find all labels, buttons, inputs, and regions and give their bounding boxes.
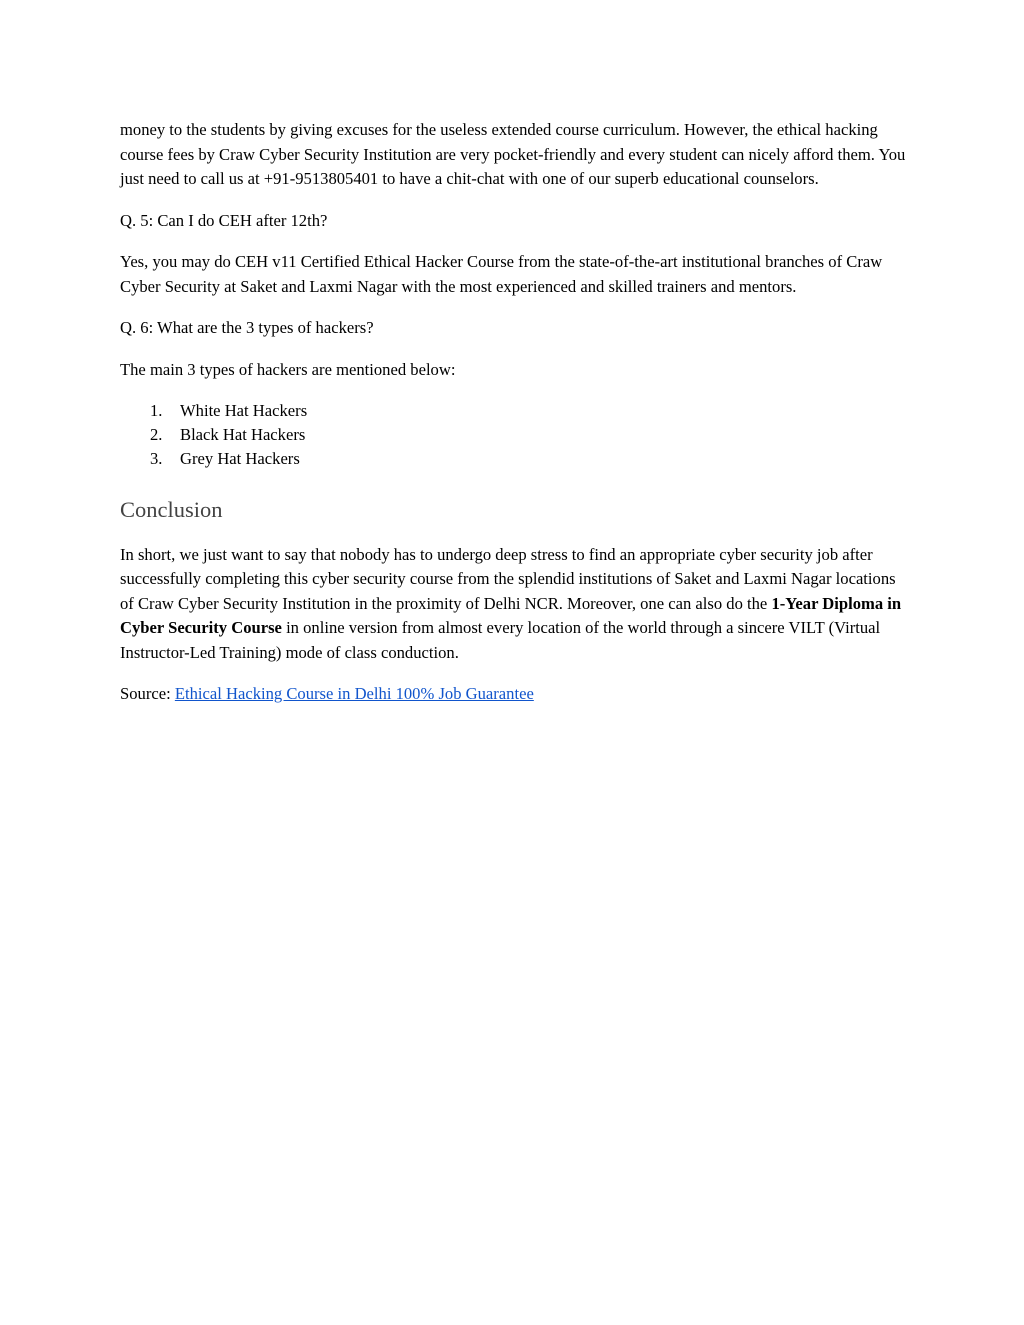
conclusion-paragraph — [120, 543, 910, 666]
list-item-label: Black Hat Hackers — [180, 425, 306, 445]
faq-question-5: Q. 5: Can I do CEH after 12th? — [120, 210, 328, 230]
source-label: Source: — [120, 684, 175, 704]
faq-answer-6: The main 3 types of hackers are mentioned below: — [120, 359, 456, 379]
conclusion-text-after: in online version from almost every location of the world through a sincere VILT (Virtual Instructor-Led Training) mode of class conduction. — [120, 618, 881, 662]
conclusion-text-before: In short, we just want to say that nobody has to undergo deep stress to find an appropriate cyber security job after successfully completing this cyber security course from the splendid institutions of Saket and Laxmi Nagar locations of Craw Cyber Security Institution in the proximity of Delhi NCR. Moreover, one can also do the — [120, 544, 896, 613]
faq-answer-5: Yes, you may do CEH v11 Certified Ethical Hacker Course from the state-of-the-art institutional branches of Craw Cyber Security at Saket and Laxmi Nagar with the most experienced and skilled trainers and mentors. — [120, 252, 883, 296]
conclusion-heading: Conclusion — [120, 496, 223, 522]
list-item-label: White Hat Hackers — [180, 401, 308, 420]
list-item — [120, 423, 910, 447]
intro-paragraph: money to the students by giving excuses for the useless extended course curriculum. However, the ethical hacking course fees by Craw Cyber Security Institution are very pocket-friendly and every student can nicely afford them. You just need to call us at +91-9513805401 to have a chit-chat with one of our superb educational counselors. — [120, 120, 906, 188]
faq-question-6: Q. 6: What are the 3 types of hackers? — [120, 318, 374, 337]
list-number: 3. — [150, 449, 163, 469]
list-item — [120, 447, 910, 471]
list-item-label: Grey Hat Hackers — [180, 449, 300, 469]
source-link[interactable]: Ethical Hacking Course in Delhi 100% Job Guarantee — [174, 684, 534, 704]
document-page — [120, 118, 910, 724]
list-number: 2. — [150, 425, 163, 445]
list-number: 1. — [150, 401, 163, 420]
hacker-types-list — [120, 399, 910, 472]
list-item — [120, 399, 910, 423]
diploma-course-name: 1-Year Diploma in Cyber Security Course — [120, 593, 902, 638]
source-line — [120, 682, 910, 707]
